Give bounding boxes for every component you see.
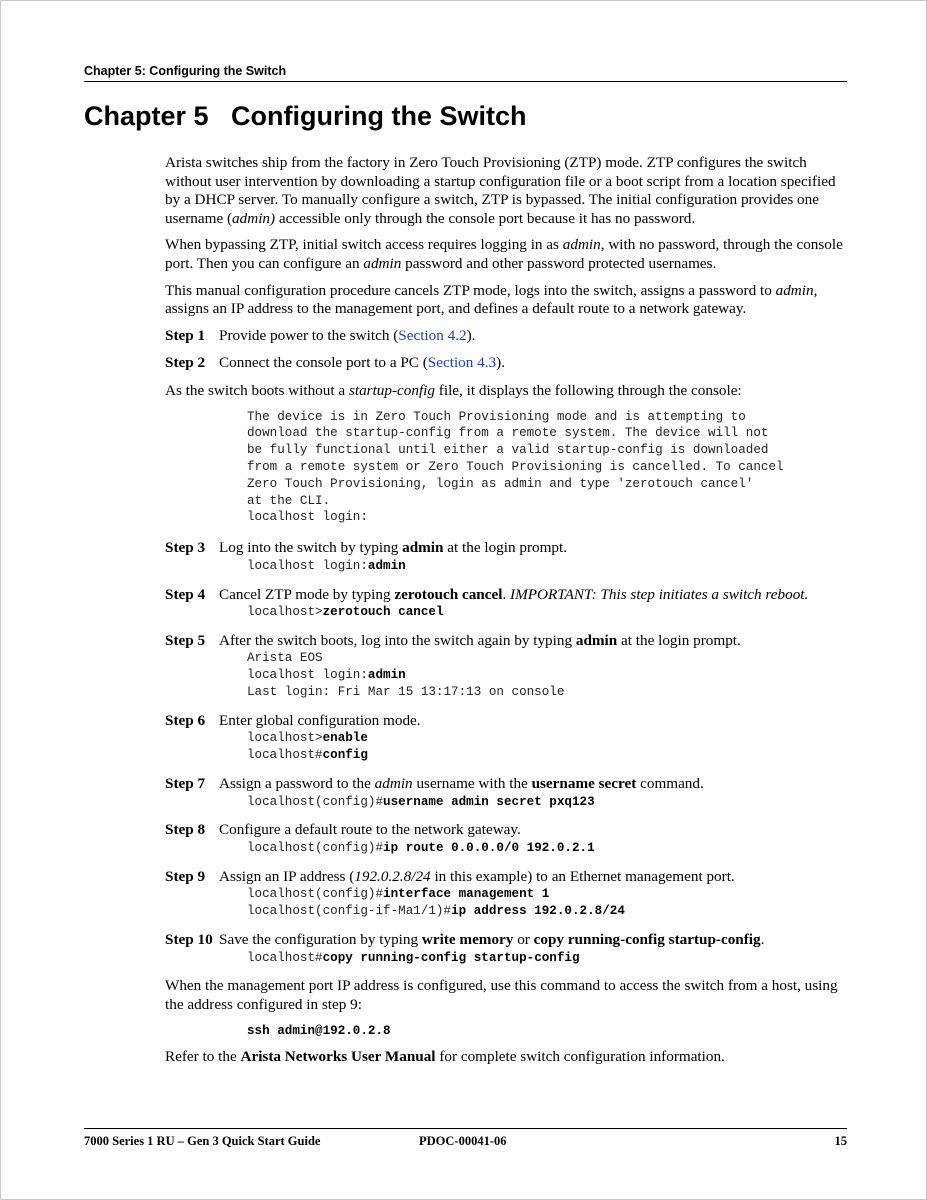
step-label: Step 8 — [165, 821, 206, 839]
command-block — [247, 604, 849, 621]
command-line: localhost(config)#interface management 1 — [247, 887, 550, 902]
command-line: localhost(config)#username admin secret pxq123 — [247, 794, 595, 809]
command-block — [247, 558, 849, 575]
console-line: at the CLI. — [247, 493, 331, 508]
closing-paragraph-1: When the management port IP address is configured, use this command to access the switch from a host, using the address configured in step 9: — [165, 977, 838, 1014]
step-text: Enter global configuration mode. — [219, 711, 421, 729]
document-body — [165, 154, 849, 1075]
command-line: localhost>enable — [247, 731, 368, 746]
command-line: localhost#config — [247, 748, 368, 763]
step-text: Configure a default route to the network gateway. — [219, 821, 521, 839]
step-5 — [165, 632, 849, 651]
console-line: from a remote system or Zero Touch Provisioning is cancelled. To cancel — [247, 459, 784, 474]
step-2 — [165, 354, 849, 373]
step-4 — [165, 586, 849, 605]
section-link[interactable]: Section 4.3 — [427, 354, 497, 372]
step-text: Provide power to the switch (Section 4.2). — [219, 326, 476, 344]
footer-document-title: 7000 Series 1 RU – Gen 3 Quick Start Guide — [84, 1134, 321, 1148]
command-line: localhost login:admin — [247, 668, 406, 683]
step-10 — [165, 931, 849, 950]
command-block — [247, 840, 849, 857]
command-line: localhost login:admin — [247, 558, 406, 573]
command-block — [247, 730, 849, 764]
step-6 — [165, 712, 849, 731]
command-line: localhost>zerotouch cancel — [247, 605, 444, 620]
step-7 — [165, 775, 849, 794]
step-text: Cancel ZTP mode by typing zerotouch cancel. IMPORTANT: This step initiates a switch reboot. — [219, 585, 809, 603]
intro-paragraph-3: This manual configuration procedure cancels ZTP mode, logs into the switch, assigns a password to admin, assigns an IP address to the management port, and defines a default route to a network gateway. — [165, 281, 818, 318]
page-number: 15 — [834, 1134, 847, 1148]
command-line: localhost(config-if-Ma1/1)#ip address 192.0.2.8/24 — [247, 904, 625, 919]
chapter-title: Chapter 5 Configuring the Switch — [84, 101, 527, 131]
step-label: Step 7 — [165, 775, 206, 793]
closing-paragraph-2: Refer to the Arista Networks User Manual for complete switch configuration information. — [165, 1048, 725, 1066]
step-9 — [165, 868, 849, 887]
console-line: localhost login: — [247, 510, 368, 525]
console-line: download the startup-config from a remote system. The device will not — [247, 426, 769, 441]
console-line: The device is in Zero Touch Provisioning mode and is attempting to — [247, 409, 746, 424]
step-label: Step 3 — [165, 539, 206, 557]
step-3 — [165, 539, 849, 558]
step-text: Assign a password to the admin username with the username secret command. — [219, 775, 704, 793]
running-head: Chapter 5: Configuring the Switch — [84, 64, 847, 82]
step-text: Log into the switch by typing admin at the login prompt. — [219, 539, 568, 557]
command-line: localhost(config)#ip route 0.0.0.0/0 192.0.2.1 — [247, 841, 595, 856]
console-output — [247, 409, 849, 527]
step-label: Step 9 — [165, 867, 206, 885]
command-line: ssh admin@192.0.2.8 — [247, 1023, 391, 1038]
step-8 — [165, 821, 849, 840]
intro-paragraph-1: Arista switches ship from the factory in Zero Touch Provisioning (ZTP) mode. ZTP configures the switch without user intervention by downloading a startup configuration file or a boot script from a location specified by a DHCP server. To manually configure a switch, ZTP is bypassed. The initial configuration provides one username (admin) accessible only through the console port because it has no password. — [165, 154, 836, 227]
step-text: Connect the console port to a PC (Section 4.3). — [219, 354, 505, 372]
step-text: Save the configuration by typing write memory or copy running-config startup-config. — [219, 931, 765, 949]
command-line: localhost#copy running-config startup-config — [247, 950, 580, 965]
command-block — [247, 950, 849, 967]
section-link[interactable]: Section 4.2 — [398, 326, 467, 344]
step-label: Step 2 — [165, 354, 206, 372]
command-block — [247, 650, 849, 700]
footer-document-number: PDOC-00041-06 — [419, 1134, 507, 1148]
ssh-command — [247, 1023, 849, 1040]
step-label: Step 10 — [165, 931, 213, 949]
page-footer — [84, 1128, 847, 1148]
step-label: Step 1 — [165, 326, 206, 344]
command-block — [247, 794, 849, 811]
step-label: Step 6 — [165, 711, 206, 729]
step-1 — [165, 327, 849, 346]
intro-paragraph-2: When bypassing ZTP, initial switch access requires logging in as admin, with no password, through the console port. Then you can configure an admin password and other password protected usernames. — [165, 236, 843, 272]
console-line: Arista EOS — [247, 651, 323, 666]
step-text: After the switch boots, log into the switch again by typing admin at the login prompt. — [219, 631, 741, 649]
step-label: Step 4 — [165, 585, 206, 603]
command-block — [247, 886, 849, 920]
console-line: be fully functional until either a valid startup-config is downloaded — [247, 443, 769, 458]
console-line: Zero Touch Provisioning, login as admin and type 'zerotouch cancel' — [247, 476, 754, 491]
step-2-note: As the switch boots without a startup-config file, it displays the following through the console: — [165, 381, 742, 399]
step-label: Step 5 — [165, 631, 206, 649]
step-text: Assign an IP address (192.0.2.8/24 in this example) to an Ethernet management port. — [219, 867, 735, 885]
console-line: Last login: Fri Mar 15 13:17:13 on console — [247, 685, 565, 700]
